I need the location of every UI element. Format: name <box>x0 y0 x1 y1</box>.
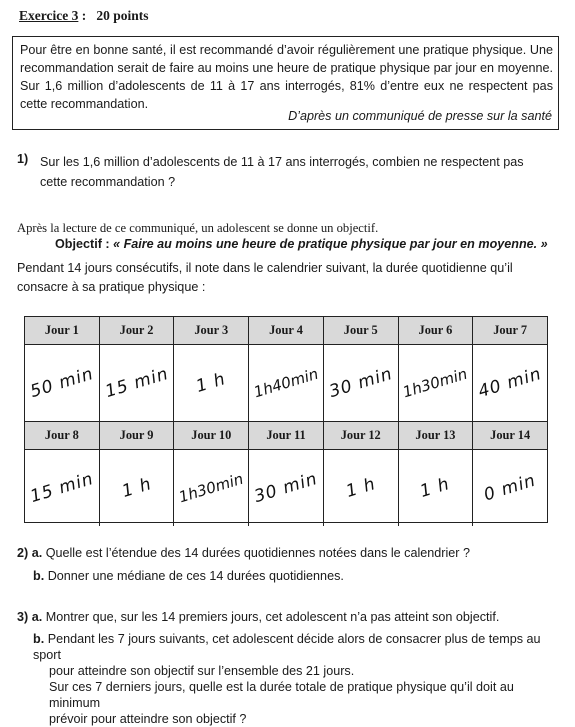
duration-cell <box>473 345 547 421</box>
exercise-sep: : <box>78 8 87 23</box>
duration-cell <box>399 450 474 526</box>
duration-cell <box>249 450 324 526</box>
question-2a <box>17 546 470 560</box>
question-2b-text: Donner une médiane de ces 14 durées quotidiennes. <box>47 569 344 583</box>
duration-cell <box>25 450 100 526</box>
question-3b-line-2: pour atteindre son objectif sur l’ensemble des 21 jours. <box>49 664 355 678</box>
day-header: Jour 8 <box>25 422 100 449</box>
question-3b-label: b. <box>33 632 45 646</box>
handwritten-duration: 50 min <box>27 363 96 403</box>
day-header: Jour 3 <box>174 317 249 344</box>
calendar-header-row-2 <box>25 422 547 449</box>
intro-text: Après la lecture de ce communiqué, un adolescent se donne un objectif. <box>17 221 379 235</box>
day-header: Jour 1 <box>25 317 100 344</box>
objective-line <box>55 237 548 251</box>
exercise-points: 20 points <box>96 8 149 23</box>
calendar-table <box>24 316 548 523</box>
day-header: Jour 13 <box>399 422 474 449</box>
question-3b <box>33 631 553 727</box>
day-header: Jour 14 <box>490 428 531 442</box>
question-2a-text: Quelle est l’étendue des 14 durées quotidiennes notées dans le calendrier ? <box>45 546 470 560</box>
question-3b-line-3: Sur ces 7 derniers jours, quelle est la durée totale de pratique physique qu’il doit au minimum <box>49 680 514 710</box>
duration-cell <box>324 450 399 526</box>
exercise-title <box>19 8 149 24</box>
objective-text: « Faire au moins une heure de pratique physique par jour en moyenne. » <box>113 237 548 251</box>
handwritten-duration: 1h30min <box>176 469 246 507</box>
handwritten-duration: 30 min <box>251 468 321 508</box>
day-header: Jour 5 <box>324 317 399 344</box>
question-3b-line-4: prévoir pour atteindre son objectif ? <box>49 712 247 726</box>
press-release-text: Pour être en bonne santé, il est recommandé d’avoir régulièrement une pratique physique. Une recommandation serait de faire au moins une heure de pratique physique par jour en moyenne. Sur 1,6 million d’adolescents de 11 à 17 ans interrogés, 81% d’entre eux ne respectent pas cette recommandation. <box>20 43 553 111</box>
handwritten-duration: 1 h <box>119 474 154 502</box>
duration-cell <box>174 450 249 526</box>
press-release-source: D’après un communiqué de presse sur la santé <box>288 109 552 123</box>
question-1-text: Sur les 1,6 million d’adolescents de 11 à 17 ans interrogés, combien ne respectent pas cette recommandation ? <box>40 155 524 189</box>
question-2a-number: 2) a. <box>17 546 43 560</box>
press-release-box <box>12 36 559 130</box>
handwritten-duration: 15 min <box>102 363 171 403</box>
handwritten-duration: 0 min <box>481 470 539 506</box>
calendar-value-row-2 <box>25 450 547 526</box>
day-header: Jour 10 <box>174 422 249 449</box>
handwritten-duration: 1 h <box>343 474 379 502</box>
handwritten-duration: 1h30min <box>401 364 470 402</box>
handwritten-duration: 1h40min <box>251 364 321 402</box>
duration-cell <box>249 345 324 421</box>
duration-cell <box>324 345 399 421</box>
duration-cell <box>25 345 100 421</box>
calendar-header-row-1 <box>25 317 547 344</box>
calendar-intro: Pendant 14 jours consécutifs, il note dans le calendrier suivant, la durée quotidienne qu’il consacre à sa pratique physique : <box>17 261 513 294</box>
question-3b-line-1: Pendant les 7 jours suivants, cet adolescent décide alors de consacrer plus de temps au sport <box>33 632 541 662</box>
objective-label: Objectif : <box>55 237 110 251</box>
day-header: Jour 4 <box>249 317 324 344</box>
handwritten-duration: 40 min <box>476 363 545 403</box>
duration-cell <box>473 450 547 526</box>
handwritten-duration: 30 min <box>326 363 395 403</box>
handwritten-duration: 1 h <box>194 369 229 397</box>
question-2b-label: b. <box>33 569 45 583</box>
exercise-label: Exercice 3 <box>19 8 79 23</box>
handwritten-duration: 1 h <box>418 474 453 502</box>
duration-cell <box>100 345 175 421</box>
day-header: Jour 11 <box>249 422 324 449</box>
day-header: Jour 9 <box>100 422 175 449</box>
duration-cell <box>399 345 474 421</box>
question-1-number: 1) <box>17 152 29 166</box>
question-2b <box>33 569 344 583</box>
day-header: Jour 12 <box>324 422 399 449</box>
day-header: Jour 2 <box>100 317 175 344</box>
duration-cell <box>100 450 175 526</box>
question-3a-text: Montrer que, sur les 14 premiers jours, cet adolescent n’a pas atteint son objectif. <box>45 610 500 624</box>
day-header: Jour 6 <box>399 317 474 344</box>
calendar-value-row-1 <box>25 345 547 421</box>
handwritten-duration: 15 min <box>27 468 96 508</box>
question-3a <box>17 610 499 624</box>
duration-cell <box>174 345 249 421</box>
question-3a-number: 3) a. <box>17 610 43 624</box>
day-header: Jour 7 <box>493 323 528 337</box>
